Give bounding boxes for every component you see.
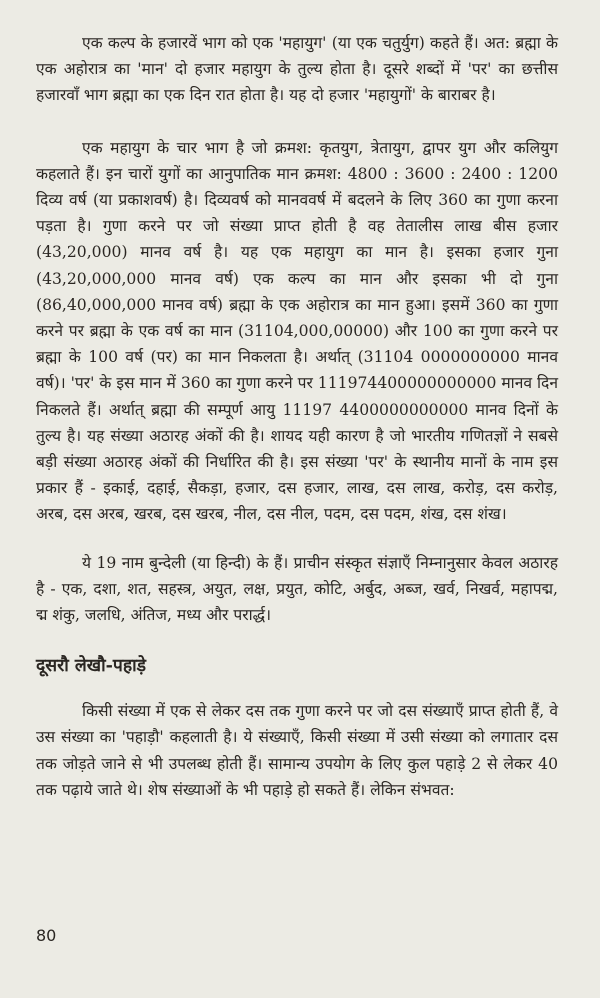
paragraph-sanskrit-names: ये 19 नाम बुन्देली (या हिन्दी) के हैं। प्राचीन संस्कृत संज्ञाएँ निम्नानुसार केवल अठारह है - एक, दशा, शत, सहस्त्र, अयुत, लक्ष, प्रयुत, कोटि, अर्बुद, अब्ज, खर्व, निखर्व, महापद्म, द्म शंकु, जलधि, अंतिज, मध्य और परार्द्ध। — [36, 553, 558, 625]
paragraph-yug-values: एक महायुग के चार भाग है जो क्रमश: कृतयुग, त्रेतायुग, द्वापर युग और कलियुग कहलाते हैं। इन चारों युगों का आनुपातिक मान क्रमश: 4800 : 3600 : 2400 : 1200 दिव्य वर्ष (या प्रकाशवर्ष) है। दिव्यवर्ष को मानववर्ष में बदलने के लिए 360 का गुणा करना पड़ता है। गुणा करने पर जो संख्या प्राप्त होती है वह तेतालीस लाख बीस हजार (43,20,000) मानव वर्ष है। यह एक महायुग का मान है। इसका हजार गुना (43,20,000,000 मानव वर्ष) एक कल्प का मान और इसका भी दो गुना (86,40,000,000 मानव वर्ष) ब्रह्मा के एक अहोरात्र का मान हुआ। इसमें 360 का गुणा करने पर ब्रह्मा के एक वर्ष का मान (31104,000,00000) और 100 का गुणा करने पर ब्रह्मा के 100 वर्ष (पर) का मान निकलता है। अर्थात् (31104 0000000000 मानव वर्ष)। 'पर' के इस मान में 360 का गुणा करने पर 111974400000000000 मानव दिन निकलते हैं। अर्थात् ब्रह्मा की सम्पूर्ण आयु 11197 4400000000000 मानव दिनों के तुल्य है। यह संख्या अठारह अंकों की है। शायद यही कारण है जो भारतीय गणितज्ञों ने सबसे बड़ी संख्या अठारह अंकों की निर्धारित की है। इस संख्या 'पर' के स्थानीय मानों के नाम इस प्रकार हैं - इकाई, दहाई, सैकड़ा, हजार, दस हजार, लाख, दस लाख, करोड़, दस करोड़, अरब, दस अरब, खरब, दस खरब, नील, दस नील, पदम, दस पदम, शंख, दस शंख। — [36, 138, 558, 524]
section-heading: दूसरौ लेखौ-पहाड़े — [36, 656, 147, 677]
paragraph-pahade: किसी संख्या में एक से लेकर दस तक गुणा करने पर जो दस संख्याएँ प्राप्त होती हैं, वे उस संख्या का 'पहाड़ौ' कहलाती है। ये संख्याएँ, किसी संख्या में उसी संख्या को लगातार दस तक जोड़ते जाने से भी उपलब्ध होती हैं। सामान्य उपयोग के लिए कुल पहाड़े 2 से लेकर 40 तक पढ़ाये जाते थे। शेष संख्याओं के भी पहाड़े हो सकते हैं। लेकिन संभवत: — [36, 702, 558, 799]
page-number: 80 — [36, 926, 57, 945]
page-body — [36, 30, 558, 803]
paragraph-mahayug: एक कल्प के हजारवें भाग को एक 'महायुग' (या एक चतुर्युग) कहते हैं। अत: ब्रह्मा के एक अहोरात्र का 'मान' दो हजार महायुग के तुल्य होता है। दूसरे शब्दों में 'पर' का छत्तीस हजारवाँ भाग ब्रह्मा का एक दिन रात होता है। यह दो हजार 'महायुगों' के बाराबर है। — [36, 34, 558, 105]
